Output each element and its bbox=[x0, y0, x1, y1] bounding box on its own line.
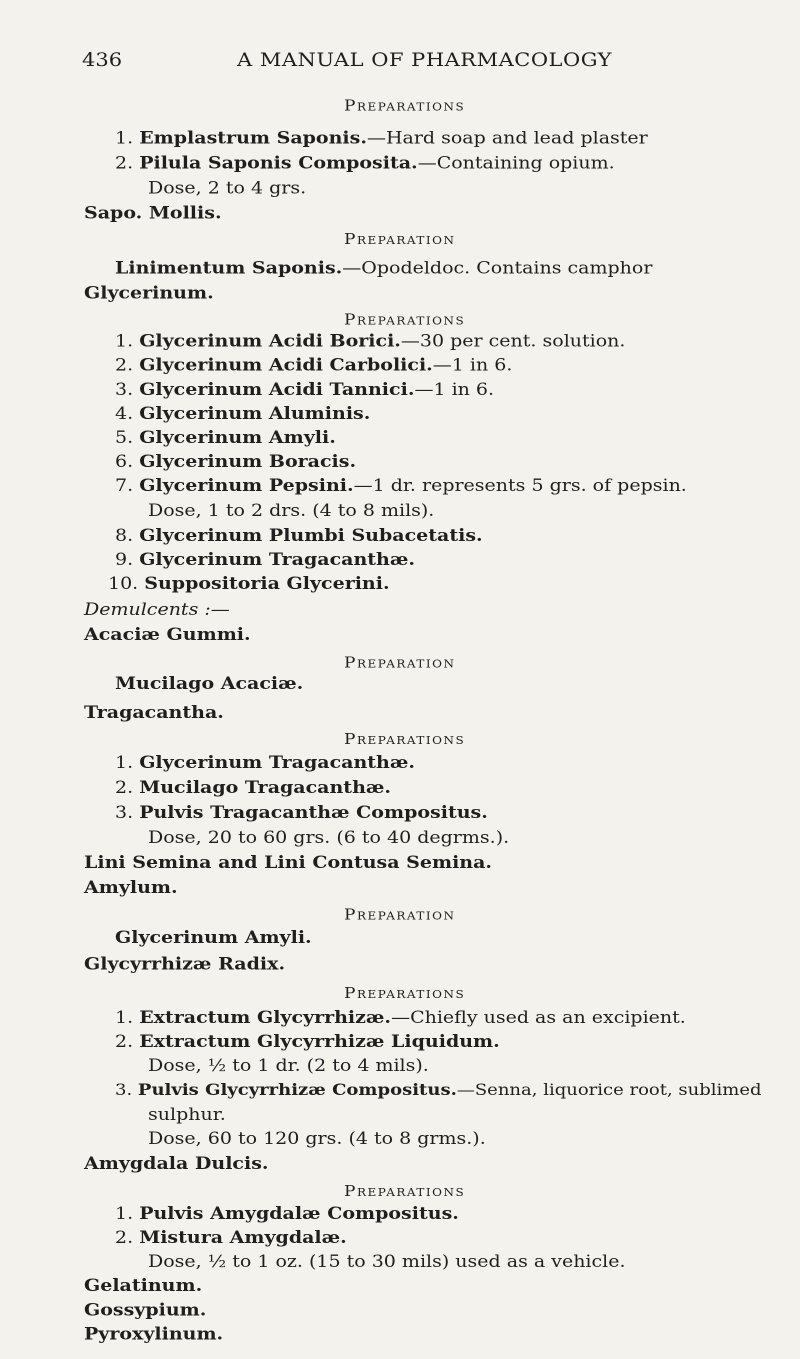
section-heading: Preparation bbox=[344, 230, 456, 249]
preparation-item: 2. Mistura Amygdalæ. bbox=[115, 1227, 347, 1248]
preparation-item: 2. Extractum Glycyrrhizæ Liquidum. bbox=[115, 1031, 500, 1052]
dose-line: Dose, 1 to 2 drs. (4 to 8 mils). bbox=[148, 500, 435, 521]
drug-entry: Acaciæ Gummi. bbox=[84, 624, 251, 645]
dose-line: Dose, ½ to 1 dr. (2 to 4 mils). bbox=[148, 1055, 429, 1076]
drug-entry: Tragacantha. bbox=[84, 703, 224, 723]
preparation-item: 6. Glycerinum Boracis. bbox=[115, 451, 357, 472]
drug-entry: Amygdala Dulcis. bbox=[84, 1153, 269, 1174]
preparation-item: 8. Glycerinum Plumbi Subacetatis. bbox=[115, 525, 483, 546]
drug-entry: Sapo. Mollis. bbox=[84, 203, 222, 223]
drug-entry: Glycerinum. bbox=[84, 283, 214, 303]
preparation-item: Linimentum Saponis.—Opodeldoc. Contains camphor bbox=[115, 258, 653, 279]
running-title: A MANUAL OF PHARMACOLOGY bbox=[237, 49, 612, 71]
preparation-item: 1. Glycerinum Tragacanthæ. bbox=[115, 752, 416, 773]
dose-line: Dose, ½ to 1 oz. (15 to 30 mils) used as a vehicle. bbox=[148, 1251, 626, 1272]
preparation-item: 2. Mucilago Tragacanthæ. bbox=[115, 777, 392, 798]
category-heading: Demulcents :— bbox=[84, 599, 230, 620]
preparation-item: 1. Emplastrum Saponis.—Hard soap and lead plaster bbox=[115, 128, 648, 148]
page-number: 436 bbox=[82, 49, 123, 71]
drug-entry: Glycyrrhizæ Radix. bbox=[84, 954, 286, 974]
continuation-line: sulphur. bbox=[148, 1104, 226, 1125]
preparation-item: 3. Pulvis Glycyrrhizæ Compositus.—Senna, liquorice root, sublimed bbox=[115, 1080, 762, 1100]
preparation-item: 9. Glycerinum Tragacanthæ. bbox=[115, 549, 416, 570]
section-heading: Preparations bbox=[344, 310, 466, 329]
section-heading: Preparation bbox=[344, 654, 456, 672]
preparation-item: 10. Suppositoria Glycerini. bbox=[108, 573, 390, 594]
dose-line: Dose, 20 to 60 grs. (6 to 40 degrms.). bbox=[148, 827, 510, 848]
drug-entry: Pyroxylinum. bbox=[84, 1324, 224, 1344]
preparation-item: 3. Pulvis Tragacanthæ Compositus. bbox=[115, 802, 488, 823]
preparation-item: Mucilago Acaciæ. bbox=[115, 673, 304, 694]
drug-entry: Gelatinum. bbox=[84, 1276, 203, 1296]
dose-line: Dose, 60 to 120 grs. (4 to 8 grms.). bbox=[148, 1129, 486, 1149]
preparation-item: 4. Glycerinum Aluminis. bbox=[115, 403, 371, 424]
section-heading: Preparation bbox=[344, 906, 456, 925]
section-heading: Preparations bbox=[344, 97, 466, 115]
preparation-item: 1. Pulvis Amygdalæ Compositus. bbox=[115, 1203, 459, 1224]
drug-entry: Lini Semina and Lini Contusa Semina. bbox=[84, 852, 493, 873]
preparation-item: 1. Extractum Glycyrrhizæ.—Chiefly used as an excipient. bbox=[115, 1007, 686, 1028]
preparation-item: 2. Pilula Saponis Composita.—Containing opium. bbox=[115, 153, 615, 173]
section-heading: Preparations bbox=[344, 730, 466, 749]
drug-entry: Gossypium. bbox=[84, 1300, 207, 1320]
preparation-item: 1. Glycerinum Acidi Borici.—30 per cent. solution. bbox=[115, 331, 626, 352]
section-heading: Preparations bbox=[344, 1182, 466, 1201]
section-heading: Preparations bbox=[344, 984, 466, 1003]
preparation-item: 2. Glycerinum Acidi Carbolici.—1 in 6. bbox=[115, 355, 513, 376]
dose-line: Dose, 2 to 4 grs. bbox=[148, 178, 307, 198]
drug-entry: Amylum. bbox=[84, 877, 178, 898]
preparation-item: Glycerinum Amyli. bbox=[115, 927, 312, 948]
preparation-item: 7. Glycerinum Pepsini.—1 dr. represents 5 grs. of pepsin. bbox=[115, 475, 687, 496]
preparation-item: 3. Glycerinum Acidi Tannici.—1 in 6. bbox=[115, 379, 495, 400]
preparation-item: 5. Glycerinum Amyli. bbox=[115, 427, 336, 448]
